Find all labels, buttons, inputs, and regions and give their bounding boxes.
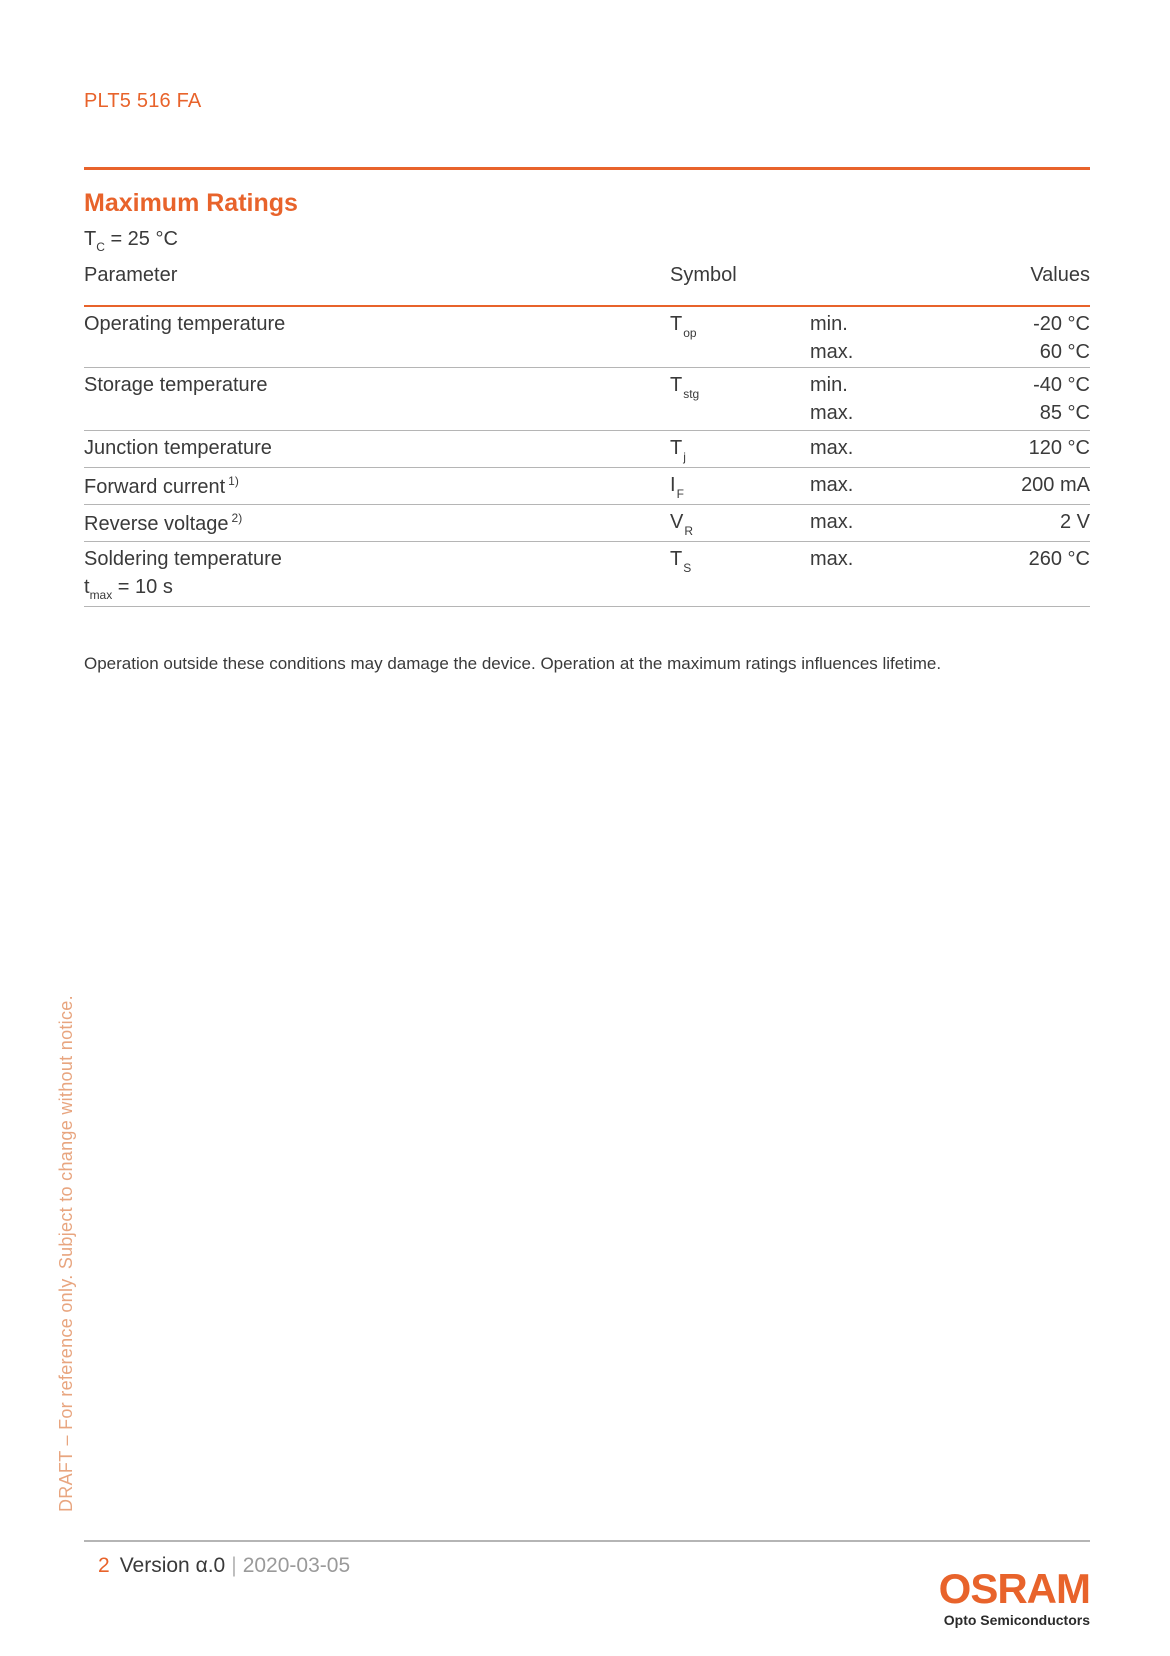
row-value: -20 °C: [1033, 313, 1090, 335]
row-parameter: Storage temperature: [84, 374, 268, 396]
ratings-note: Operation outside these conditions may damage the device. Operation at the maximum ratings influences lifetime.: [84, 654, 942, 673]
row-qualifier: max.: [810, 437, 854, 459]
draft-notice: DRAFT – For reference only. Subject to change without notice.: [56, 995, 76, 1512]
table-row: [84, 468, 1090, 505]
row-value: 260 °C: [1028, 548, 1090, 570]
row-value: 60 °C: [1039, 341, 1090, 363]
ratings-table: [84, 307, 1090, 607]
row-value: 200 mA: [1021, 474, 1090, 496]
row-symbol: $T_{op}$: [670, 313, 697, 340]
product-name: PLT5 516 FA: [84, 90, 202, 112]
footer-divider: [84, 1540, 1090, 1542]
row-qualifier: max.: [810, 341, 854, 363]
row-value: -40 °C: [1033, 374, 1090, 396]
row-qualifier: max.: [810, 474, 854, 496]
header-values: Values: [1030, 264, 1090, 286]
header-symbol: Symbol: [670, 264, 737, 286]
row-symbol: $I_F$: [670, 474, 684, 501]
row-symbol: $T_S$: [670, 548, 692, 575]
footnote-ref: 2): [231, 511, 243, 525]
row-qualifier: min.: [810, 313, 848, 335]
table-row: [84, 505, 1090, 542]
row-symbol: $V_R$: [670, 511, 694, 538]
condition-value: = 25 °C: [104, 228, 178, 250]
footer-separator: |: [231, 1554, 237, 1577]
row-parameter-condition: $t_{max} = 10$ s: [84, 576, 173, 602]
row-parameter: Forward current $^{1)}$: [84, 474, 239, 498]
row-qualifier: max.: [810, 548, 854, 570]
row-parameter: Junction temperature: [84, 437, 272, 459]
footer: [98, 1554, 350, 1578]
table-row: [84, 542, 1090, 607]
row-symbol: $T_{stg}$: [670, 374, 700, 401]
row-symbol: $T_j$: [670, 437, 686, 464]
row-qualifier: min.: [810, 374, 848, 396]
condition-symbol: T: [84, 228, 97, 250]
logo-wordmark: OSRAM: [938, 1565, 1090, 1612]
footnote-ref: 1): [228, 474, 239, 488]
version-label: Version α.0: [119, 1554, 226, 1577]
header-divider: [84, 167, 1090, 170]
table-header: [84, 264, 1090, 294]
condition-subscript: C: [96, 240, 105, 254]
logo-tagline: Opto Semiconductors: [943, 1612, 1090, 1628]
table-row: [84, 368, 1090, 431]
row-qualifier: max.: [810, 402, 854, 424]
osram-logo: [938, 1565, 1090, 1628]
row-parameter: Reverse voltage $^{2)}$: [84, 511, 243, 535]
table-row: [84, 431, 1090, 468]
row-parameter: Soldering temperature: [84, 548, 282, 570]
row-value: 2 V: [1059, 511, 1090, 533]
table-row: [84, 307, 1090, 368]
row-value: 120 °C: [1028, 437, 1090, 459]
section-title: Maximum Ratings: [84, 189, 298, 217]
row-qualifier: max.: [810, 511, 854, 533]
release-date: 2020-03-05: [242, 1554, 351, 1577]
test-condition: [84, 228, 178, 254]
header-parameter: Parameter: [84, 264, 178, 286]
row-parameter: Operating temperature: [84, 313, 286, 335]
row-value: 85 °C: [1039, 402, 1090, 424]
page-number: 2: [98, 1554, 110, 1577]
